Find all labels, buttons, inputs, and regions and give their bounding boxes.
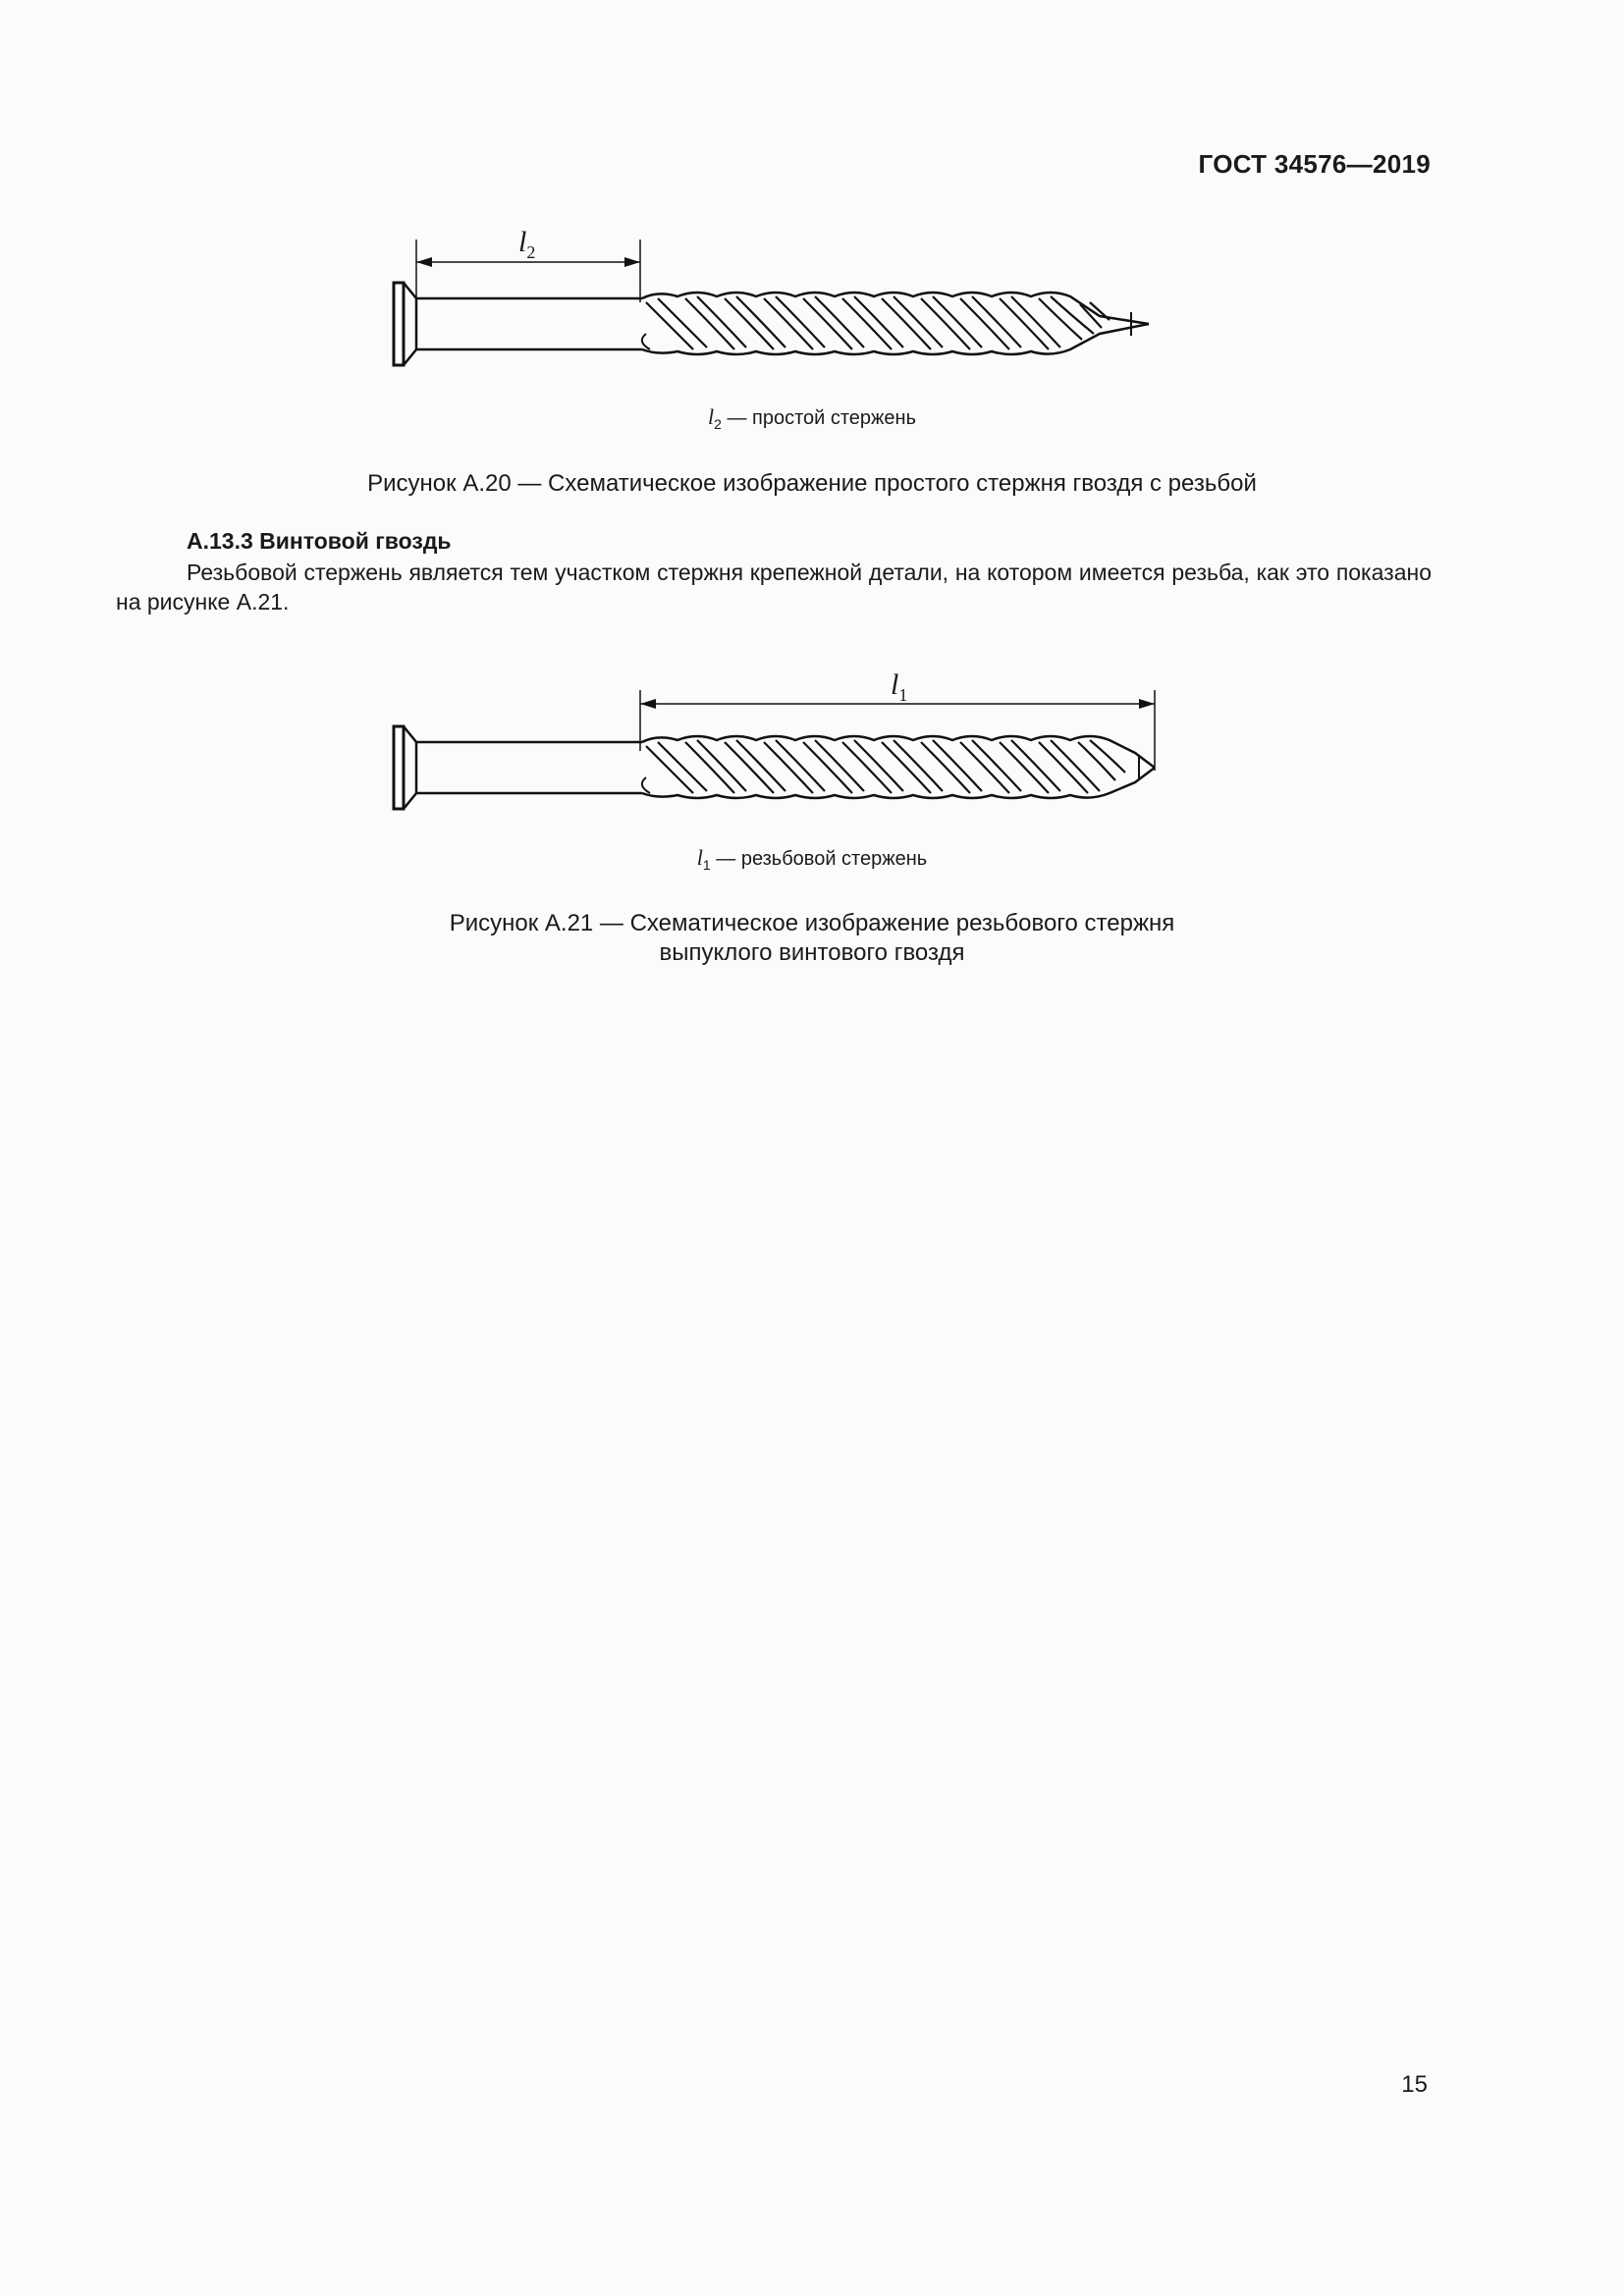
dimension-var: l [891,668,899,701]
legend-text: — простой стержень [721,407,917,429]
legend-var: l [707,404,715,429]
dimension-label-l1 [891,668,907,706]
legend-sub: 1 [702,857,711,873]
figure-a20-legend [0,404,1624,432]
legend-sub: 2 [714,416,722,432]
legend-var: l [696,845,703,870]
document-code: ГОСТ 34576—2019 [1198,149,1431,179]
caption-line-1: Рисунок А.21 — Схематическое изображение резьбового стержня [449,910,1175,936]
dimension-label-l2 [518,226,535,263]
dimension-sub: 1 [898,685,908,705]
section-paragraph: Резьбовой стержень является тем участком стержня крепежной детали, на котором имеется резьба, как это показано на рисунке А.21. [116,560,1432,614]
dimension-sub: 2 [526,242,536,262]
section-heading: А.13.3 Винтовой гвоздь [187,528,452,554]
figure-a21-caption [0,909,1624,968]
figure-a20-caption: Рисунок А.20 — Схематическое изображение простого стержня гвоздя с резьбой [367,470,1257,497]
nail-drawing-a20 [373,226,1198,388]
legend-text: — резьбовой стержень [710,848,928,870]
nail-drawing-a21 [373,672,1198,834]
figure-a20-drawing [373,226,1198,388]
caption-line-2: выпуклого винтового гвоздя [659,939,965,966]
figure-a21-drawing [373,668,1198,834]
dimension-var: l [518,226,527,258]
figure-a21-legend [0,845,1624,873]
page-number: 15 [1401,2071,1428,2098]
